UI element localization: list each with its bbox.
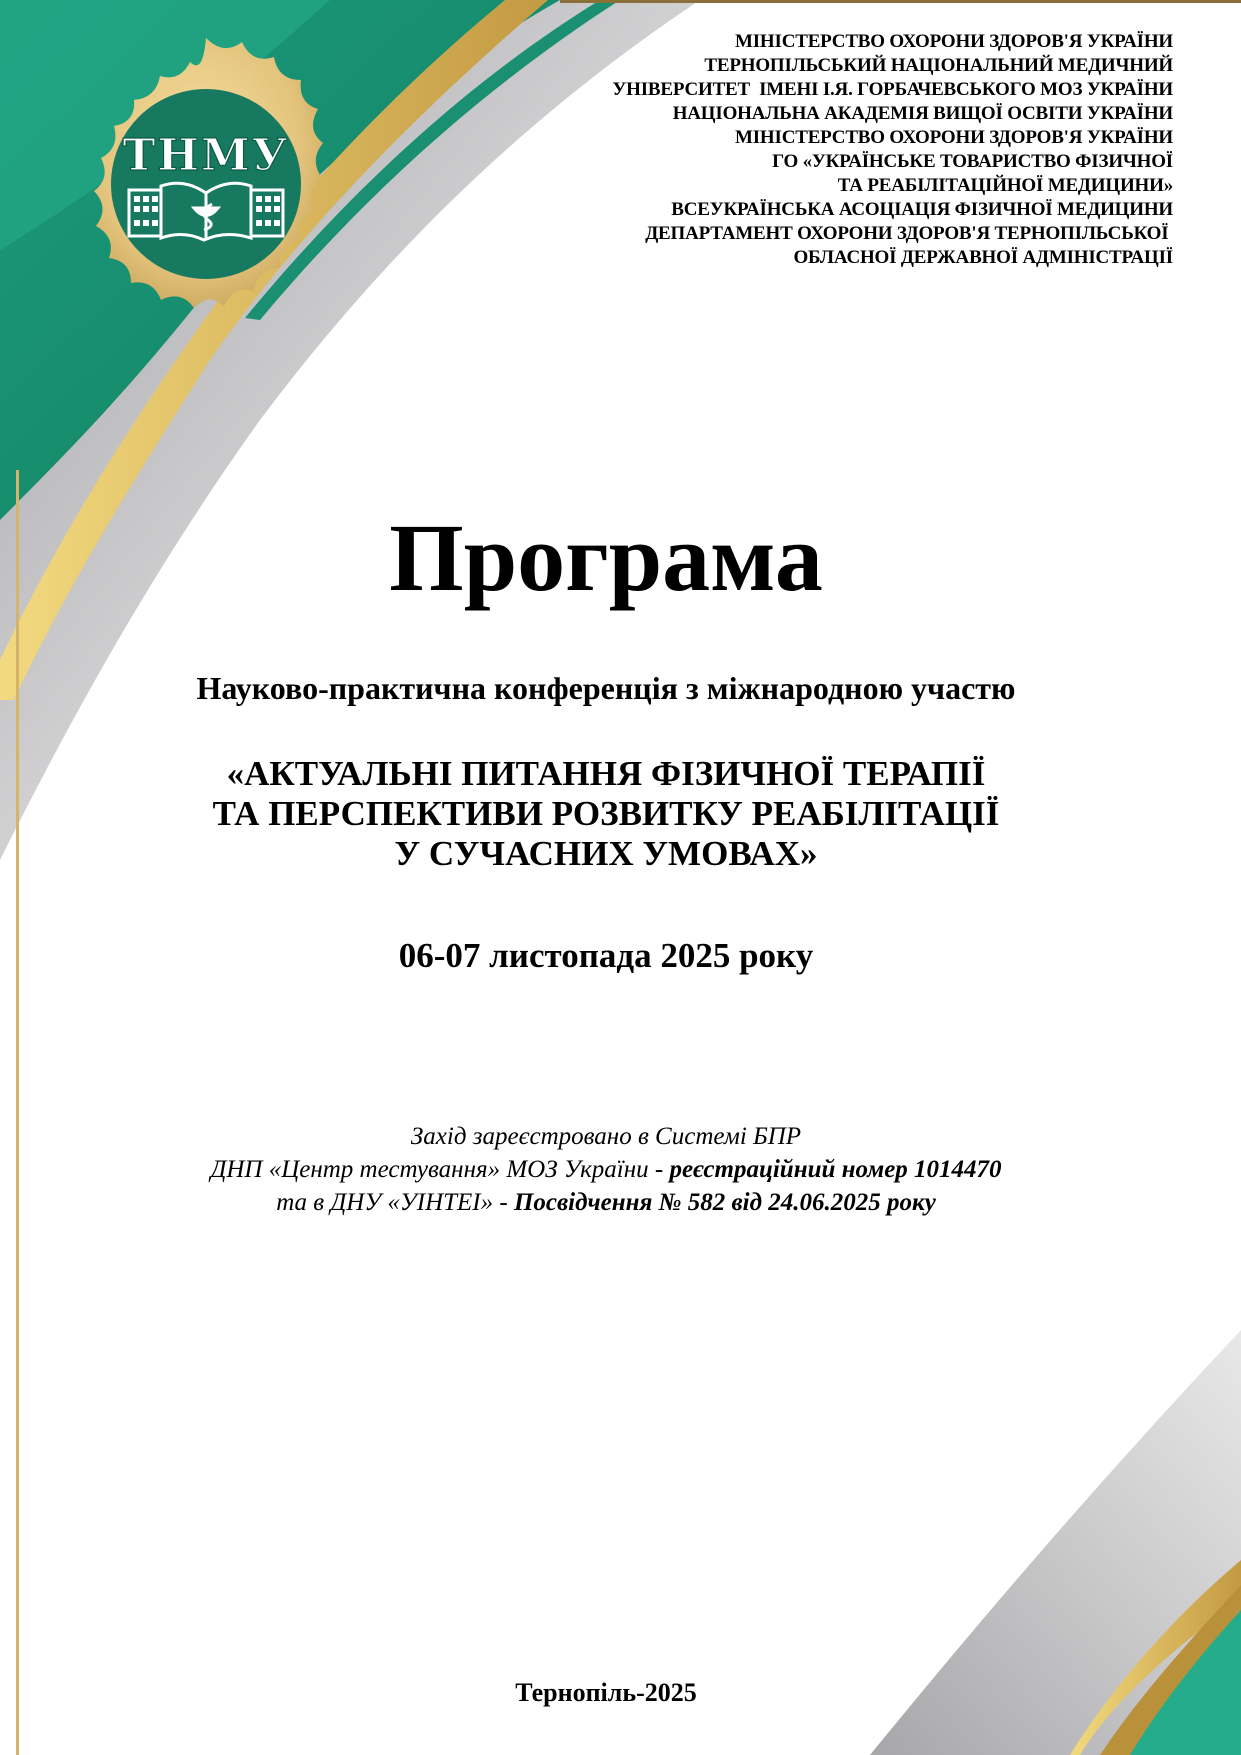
seal-green-disc: [111, 89, 301, 279]
certificate-number: Посвідчення № 582 від 24.06.2025 року: [513, 1189, 936, 1216]
organization-line: ОБЛАСНОЇ ДЕРЖАВНОЇ АДМІНІСТРАЦІЇ: [793, 247, 1173, 268]
organization-line: МІНІСТЕРСТВО ОХОРОНИ ЗДОРОВ'Я УКРАЇНИ: [735, 127, 1173, 148]
conference-type: Науково-практична конференція з міжнародною участю: [196, 670, 1016, 706]
organization-line: УНІВЕРСИТЕТ ІМЕНІ І.Я. ГОРБАЧЕВСЬКОГО МОЗ УКРАЇНИ: [612, 79, 1173, 100]
page-title: Програма: [389, 504, 823, 611]
registration-center: ДНП «Центр тестування» МОЗ України -: [210, 1156, 670, 1183]
registration-line-3: [0, 1186, 1212, 1219]
organization-line: МІНІСТЕРСТВО ОХОРОНИ ЗДОРОВ'Я УКРАЇНИ: [735, 31, 1173, 52]
organization-line: ВСЕУКРАЇНСЬКА АСОЦІАЦІЯ ФІЗИЧНОЇ МЕДИЦИНИ: [671, 199, 1173, 220]
organization-line: НАЦІОНАЛЬНА АКАДЕМІЯ ВИЩОЇ ОСВІТИ УКРАЇНИ: [672, 103, 1173, 124]
footer-place-year: Тернопіль-2025: [515, 1678, 697, 1707]
conference-title: [0, 754, 1212, 874]
conference-dates: 06-07 листопада 2025 року: [398, 936, 814, 975]
logo-text: ТНМУ: [122, 130, 290, 181]
conference-title-line: У СУЧАСНИХ УМОВАХ»: [394, 834, 818, 873]
organizations-list: [612, 30, 1173, 270]
conference-title-line: «АКТУАЛЬНІ ПИТАННЯ ФІЗИЧНОЇ ТЕРАПІЇ: [226, 754, 986, 793]
organization-line: ТЕРНОПІЛЬСЬКИЙ НАЦІОНАЛЬНИЙ МЕДИЧНИЙ: [704, 55, 1173, 76]
organization-line: ДЕПАРТАМЕНТ ОХОРОНИ ЗДОРОВ'Я ТЕРНОПІЛЬСЬКОЇ: [645, 223, 1173, 244]
university-logo-seal: [36, 28, 376, 348]
organization-line: ТА РЕАБІЛІТАЦІЙНОЇ МЕДИЦИНИ»: [837, 175, 1173, 196]
conference-title-line: ТА ПЕРСПЕКТИВИ РОЗВИТКУ РЕАБІЛІТАЦІЇ: [212, 794, 1000, 833]
registration-line-1: Захід зареєстровано в Системі БПР: [410, 1123, 802, 1150]
organization-line: ГО «УКРАЇНСЬКЕ ТОВАРИСТВО ФІЗИЧНОЇ: [772, 151, 1173, 172]
certificate-issuer: та в ДНУ «УІНТЕІ» -: [276, 1189, 514, 1216]
registration-number: реєстраційний номер 1014470: [669, 1156, 1002, 1183]
registration-line-2: [0, 1153, 1212, 1186]
registration-info: [0, 1120, 1212, 1219]
